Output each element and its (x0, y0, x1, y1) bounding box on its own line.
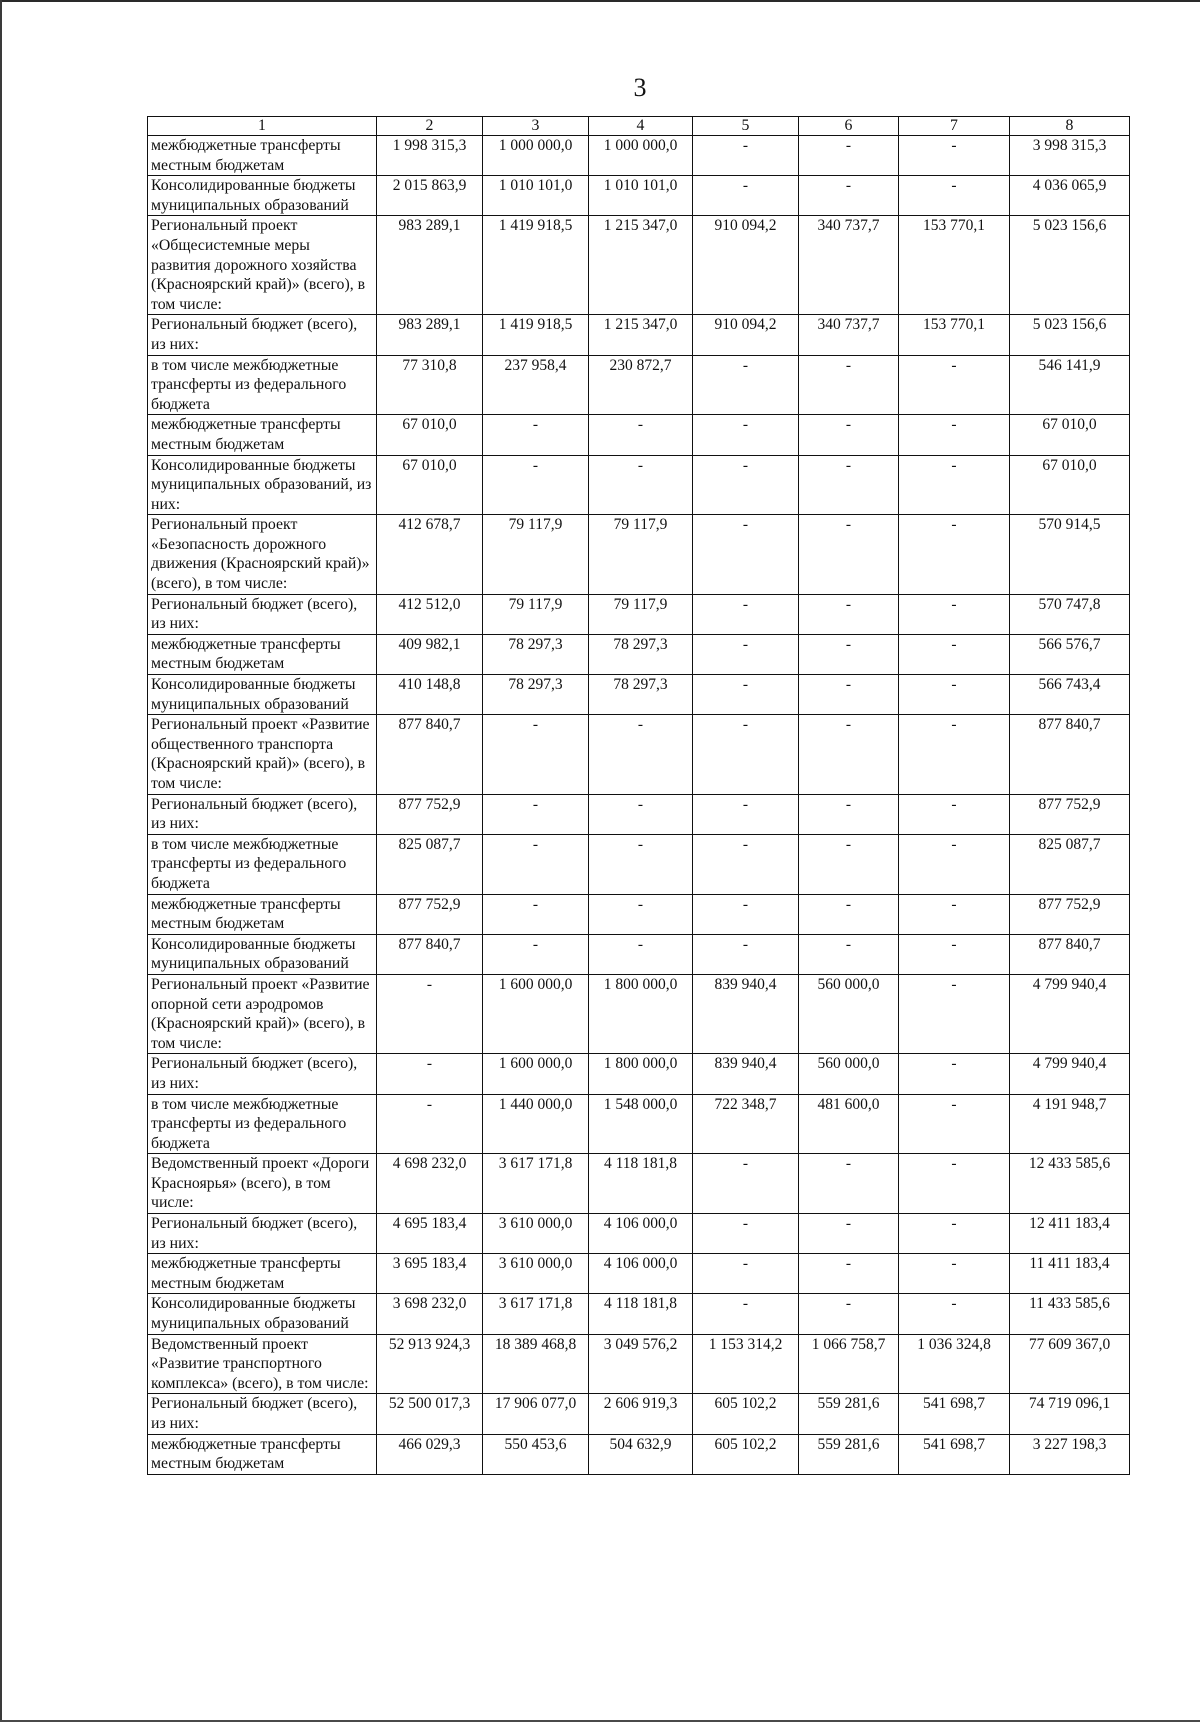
value-cell: - (693, 515, 799, 594)
table-row (148, 715, 1130, 794)
value-cell: 3 695 183,4 (377, 1254, 483, 1294)
row-label: Консолидированные бюджеты муниципальных образований (148, 1294, 377, 1334)
column-header-3: 3 (483, 117, 589, 136)
value-cell: 722 348,7 (693, 1094, 799, 1154)
column-header-6: 6 (799, 117, 899, 136)
value-cell: - (589, 455, 693, 515)
row-label: Ведомственный проект «Дороги Красноярья» (всего), в том числе: (148, 1154, 377, 1214)
value-cell: - (899, 455, 1010, 515)
value-cell: 3 698 232,0 (377, 1294, 483, 1334)
table-row (148, 934, 1130, 974)
table-row (148, 1294, 1130, 1334)
value-cell: 566 743,4 (1010, 675, 1130, 715)
value-cell: 340 737,7 (799, 315, 899, 355)
value-cell: - (693, 594, 799, 634)
value-cell: 79 117,9 (483, 515, 589, 594)
value-cell: 877 752,9 (377, 894, 483, 934)
value-cell: 2 606 919,3 (589, 1394, 693, 1434)
value-cell: 67 010,0 (1010, 415, 1130, 455)
value-cell: - (377, 1094, 483, 1154)
value-cell: 1 998 315,3 (377, 136, 483, 176)
row-label: Ведомственный проект «Развитие транспортного комплекса» (всего), в том числе: (148, 1334, 377, 1394)
table-row (148, 974, 1130, 1053)
value-cell: - (693, 1294, 799, 1334)
row-label: Региональный бюджет (всего), из них: (148, 1054, 377, 1094)
table-row (148, 634, 1130, 674)
value-cell: 18 389 468,8 (483, 1334, 589, 1394)
value-cell: 566 576,7 (1010, 634, 1130, 674)
table-header (148, 117, 1130, 136)
table-row (148, 315, 1130, 355)
value-cell: - (693, 355, 799, 415)
row-label: Региональный бюджет (всего), из них: (148, 1214, 377, 1254)
value-cell: - (589, 794, 693, 834)
value-cell: - (799, 136, 899, 176)
value-cell: 67 010,0 (377, 455, 483, 515)
value-cell: - (799, 634, 899, 674)
value-cell: - (799, 1214, 899, 1254)
value-cell: 3 610 000,0 (483, 1214, 589, 1254)
value-cell: 78 297,3 (483, 675, 589, 715)
value-cell: 78 297,3 (483, 634, 589, 674)
value-cell: - (799, 594, 899, 634)
row-label: Консолидированные бюджеты муниципальных образований (148, 934, 377, 974)
value-cell: - (799, 715, 899, 794)
value-cell: - (799, 934, 899, 974)
value-cell: 409 982,1 (377, 634, 483, 674)
value-cell: - (589, 715, 693, 794)
table-row (148, 1334, 1130, 1394)
value-cell: - (899, 1094, 1010, 1154)
value-cell: - (899, 136, 1010, 176)
table-row (148, 515, 1130, 594)
value-cell: 79 117,9 (589, 515, 693, 594)
value-cell: - (693, 1214, 799, 1254)
value-cell: 410 148,8 (377, 675, 483, 715)
value-cell: - (899, 675, 1010, 715)
row-label: Консолидированные бюджеты муниципальных образований (148, 176, 377, 216)
value-cell: 77 609 367,0 (1010, 1334, 1130, 1394)
table-row (148, 794, 1130, 834)
value-cell: - (799, 355, 899, 415)
value-cell: - (799, 675, 899, 715)
value-cell: 605 102,2 (693, 1434, 799, 1474)
value-cell: - (899, 176, 1010, 216)
value-cell: - (589, 894, 693, 934)
row-label: Региональный проект «Безопасность дорожного движения (Красноярский край)» (всего), в том числе: (148, 515, 377, 594)
row-label: Консолидированные бюджеты муниципальных образований (148, 675, 377, 715)
value-cell: - (693, 1154, 799, 1214)
value-cell: - (899, 515, 1010, 594)
value-cell: 5 023 156,6 (1010, 315, 1130, 355)
value-cell: - (799, 794, 899, 834)
value-cell: 910 094,2 (693, 315, 799, 355)
column-header-7: 7 (899, 117, 1010, 136)
table-row (148, 216, 1130, 315)
table-row (148, 355, 1130, 415)
table-row (148, 594, 1130, 634)
value-cell: 78 297,3 (589, 634, 693, 674)
value-cell: - (693, 1254, 799, 1294)
value-cell: 1 153 314,2 (693, 1334, 799, 1394)
scan-edge-left (0, 0, 2, 1722)
value-cell: 52 913 924,3 (377, 1334, 483, 1394)
value-cell: - (899, 415, 1010, 455)
value-cell: 79 117,9 (589, 594, 693, 634)
value-cell: 4 118 181,8 (589, 1154, 693, 1214)
value-cell: 1 000 000,0 (589, 136, 693, 176)
value-cell: - (693, 415, 799, 455)
value-cell: 52 500 017,3 (377, 1394, 483, 1434)
row-label: межбюджетные трансферты местным бюджетам (148, 415, 377, 455)
value-cell: 4 106 000,0 (589, 1254, 693, 1294)
value-cell: - (693, 176, 799, 216)
value-cell: - (483, 834, 589, 894)
value-cell: 605 102,2 (693, 1394, 799, 1434)
value-cell: - (693, 934, 799, 974)
value-cell: 3 998 315,3 (1010, 136, 1130, 176)
value-cell: 877 752,9 (1010, 894, 1130, 934)
value-cell: 541 698,7 (899, 1394, 1010, 1434)
value-cell: - (693, 136, 799, 176)
table-row (148, 415, 1130, 455)
column-header-2: 2 (377, 117, 483, 136)
value-cell: - (693, 794, 799, 834)
table-row (148, 1154, 1130, 1214)
value-cell: 77 310,8 (377, 355, 483, 415)
value-cell: 559 281,6 (799, 1434, 899, 1474)
value-cell: 3 227 198,3 (1010, 1434, 1130, 1474)
value-cell: 1 010 101,0 (589, 176, 693, 216)
row-label: Региональный бюджет (всего), из них: (148, 594, 377, 634)
value-cell: 3 617 171,8 (483, 1154, 589, 1214)
row-label: Региональный проект «Развитие опорной сети аэродромов (Красноярский край)» (всего), в том числе: (148, 974, 377, 1053)
row-label: в том числе межбюджетные трансферты из федерального бюджета (148, 1094, 377, 1154)
value-cell: 560 000,0 (799, 1054, 899, 1094)
column-header-1: 1 (148, 117, 377, 136)
value-cell: - (799, 1294, 899, 1334)
value-cell: 340 737,7 (799, 216, 899, 315)
table-body (148, 136, 1130, 1475)
value-cell: 67 010,0 (1010, 455, 1130, 515)
value-cell: 1 215 347,0 (589, 315, 693, 355)
value-cell: 1 066 758,7 (799, 1334, 899, 1394)
value-cell: 412 678,7 (377, 515, 483, 594)
value-cell: 570 747,8 (1010, 594, 1130, 634)
value-cell: - (799, 455, 899, 515)
value-cell: - (799, 894, 899, 934)
table-row (148, 136, 1130, 176)
value-cell: - (799, 515, 899, 594)
value-cell: 1 215 347,0 (589, 216, 693, 315)
value-cell: 481 600,0 (799, 1094, 899, 1154)
table-row (148, 1214, 1130, 1254)
value-cell: 1 000 000,0 (483, 136, 589, 176)
value-cell: 877 840,7 (377, 934, 483, 974)
value-cell: 78 297,3 (589, 675, 693, 715)
row-label: межбюджетные трансферты местным бюджетам (148, 1254, 377, 1294)
row-label: межбюджетные трансферты местным бюджетам (148, 634, 377, 674)
value-cell: 412 512,0 (377, 594, 483, 634)
value-cell: 1 440 000,0 (483, 1094, 589, 1154)
value-cell: - (899, 1154, 1010, 1214)
scan-edge-top (0, 0, 1200, 2)
value-cell: 559 281,6 (799, 1394, 899, 1434)
table-row (148, 1394, 1130, 1434)
value-cell: 825 087,7 (377, 834, 483, 894)
value-cell: - (899, 934, 1010, 974)
value-cell: - (899, 355, 1010, 415)
value-cell: 3 610 000,0 (483, 1254, 589, 1294)
value-cell: 1 010 101,0 (483, 176, 589, 216)
value-cell: 4 118 181,8 (589, 1294, 693, 1334)
row-label: Региональный проект «Развитие общественного транспорта (Красноярский край)» (всего), в том числе: (148, 715, 377, 794)
table-row (148, 176, 1130, 216)
value-cell: 1 800 000,0 (589, 1054, 693, 1094)
table-row (148, 1434, 1130, 1474)
table-row (148, 675, 1130, 715)
value-cell: - (799, 415, 899, 455)
value-cell: 466 029,3 (377, 1434, 483, 1474)
value-cell: 153 770,1 (899, 216, 1010, 315)
table-row (148, 834, 1130, 894)
value-cell: 877 840,7 (1010, 934, 1130, 974)
value-cell: 153 770,1 (899, 315, 1010, 355)
value-cell: 4 106 000,0 (589, 1214, 693, 1254)
table-row (148, 1094, 1130, 1154)
value-cell: 983 289,1 (377, 216, 483, 315)
value-cell: - (693, 715, 799, 794)
value-cell: - (899, 894, 1010, 934)
value-cell: 67 010,0 (377, 415, 483, 455)
value-cell: - (899, 1054, 1010, 1094)
value-cell: - (899, 834, 1010, 894)
value-cell: 839 940,4 (693, 1054, 799, 1094)
value-cell: 877 840,7 (1010, 715, 1130, 794)
value-cell: - (589, 834, 693, 894)
row-label: межбюджетные трансферты местным бюджетам (148, 1434, 377, 1474)
value-cell: 877 840,7 (377, 715, 483, 794)
value-cell: 541 698,7 (899, 1434, 1010, 1474)
row-label: Региональный бюджет (всего), из них: (148, 315, 377, 355)
value-cell: 983 289,1 (377, 315, 483, 355)
value-cell: - (483, 934, 589, 974)
value-cell: - (693, 834, 799, 894)
value-cell: 1 419 918,5 (483, 216, 589, 315)
row-label: межбюджетные трансферты местным бюджетам (148, 136, 377, 176)
value-cell: - (589, 415, 693, 455)
value-cell: 4 698 232,0 (377, 1154, 483, 1214)
column-header-4: 4 (589, 117, 693, 136)
value-cell: 5 023 156,6 (1010, 216, 1130, 315)
row-label: Консолидированные бюджеты муниципальных образований, из них: (148, 455, 377, 515)
table-row (148, 894, 1130, 934)
row-label: в том числе межбюджетные трансферты из федерального бюджета (148, 355, 377, 415)
value-cell: 237 958,4 (483, 355, 589, 415)
value-cell: 546 141,9 (1010, 355, 1130, 415)
value-cell: - (483, 894, 589, 934)
value-cell: 825 087,7 (1010, 834, 1130, 894)
value-cell: - (799, 176, 899, 216)
value-cell: 4 695 183,4 (377, 1214, 483, 1254)
table-row (148, 455, 1130, 515)
column-header-8: 8 (1010, 117, 1130, 136)
value-cell: - (377, 1054, 483, 1094)
value-cell: 3 617 171,8 (483, 1294, 589, 1334)
row-label: Региональный бюджет (всего), из них: (148, 1394, 377, 1434)
row-label: в том числе межбюджетные трансферты из федерального бюджета (148, 834, 377, 894)
value-cell: - (899, 974, 1010, 1053)
value-cell: - (589, 934, 693, 974)
value-cell: - (693, 455, 799, 515)
value-cell: 1 800 000,0 (589, 974, 693, 1053)
value-cell: 17 906 077,0 (483, 1394, 589, 1434)
value-cell: 12 411 183,4 (1010, 1214, 1130, 1254)
value-cell: - (377, 974, 483, 1053)
row-label: Региональный бюджет (всего), из них: (148, 794, 377, 834)
value-cell: - (483, 794, 589, 834)
value-cell: - (693, 894, 799, 934)
row-label: Региональный проект «Общесистемные меры развития дорожного хозяйства (Красноярский край)» (всего), в том числе: (148, 216, 377, 315)
value-cell: - (799, 1254, 899, 1294)
value-cell: - (483, 715, 589, 794)
value-cell: 550 453,6 (483, 1434, 589, 1474)
value-cell: 74 719 096,1 (1010, 1394, 1130, 1434)
value-cell: 4 036 065,9 (1010, 176, 1130, 216)
value-cell: - (693, 634, 799, 674)
header-row (148, 117, 1130, 136)
value-cell: 4 191 948,7 (1010, 1094, 1130, 1154)
value-cell: 11 433 585,6 (1010, 1294, 1130, 1334)
value-cell: 877 752,9 (1010, 794, 1130, 834)
value-cell: 839 940,4 (693, 974, 799, 1053)
value-cell: 3 049 576,2 (589, 1334, 693, 1394)
value-cell: 1 548 000,0 (589, 1094, 693, 1154)
value-cell: 1 419 918,5 (483, 315, 589, 355)
value-cell: - (899, 1214, 1010, 1254)
value-cell: 1 036 324,8 (899, 1334, 1010, 1394)
value-cell: - (799, 834, 899, 894)
value-cell: 877 752,9 (377, 794, 483, 834)
value-cell: - (899, 594, 1010, 634)
value-cell: 11 411 183,4 (1010, 1254, 1130, 1294)
table-row (148, 1254, 1130, 1294)
value-cell: - (483, 415, 589, 455)
page-number: 3 (633, 73, 647, 102)
value-cell: 1 600 000,0 (483, 974, 589, 1053)
budget-table (147, 116, 1130, 1475)
value-cell: - (899, 1294, 1010, 1334)
value-cell: 560 000,0 (799, 974, 899, 1053)
value-cell: 4 799 940,4 (1010, 1054, 1130, 1094)
value-cell: 570 914,5 (1010, 515, 1130, 594)
value-cell: - (899, 634, 1010, 674)
value-cell: - (799, 1154, 899, 1214)
value-cell: 504 632,9 (589, 1434, 693, 1474)
value-cell: 230 872,7 (589, 355, 693, 415)
value-cell: 12 433 585,6 (1010, 1154, 1130, 1214)
column-header-5: 5 (693, 117, 799, 136)
table-row (148, 1054, 1130, 1094)
value-cell: 910 094,2 (693, 216, 799, 315)
value-cell: - (899, 1254, 1010, 1294)
value-cell: - (899, 715, 1010, 794)
value-cell: 79 117,9 (483, 594, 589, 634)
value-cell: 1 600 000,0 (483, 1054, 589, 1094)
value-cell: 4 799 940,4 (1010, 974, 1130, 1053)
value-cell: - (693, 675, 799, 715)
value-cell: 2 015 863,9 (377, 176, 483, 216)
value-cell: - (483, 455, 589, 515)
value-cell: - (899, 794, 1010, 834)
row-label: межбюджетные трансферты местным бюджетам (148, 894, 377, 934)
